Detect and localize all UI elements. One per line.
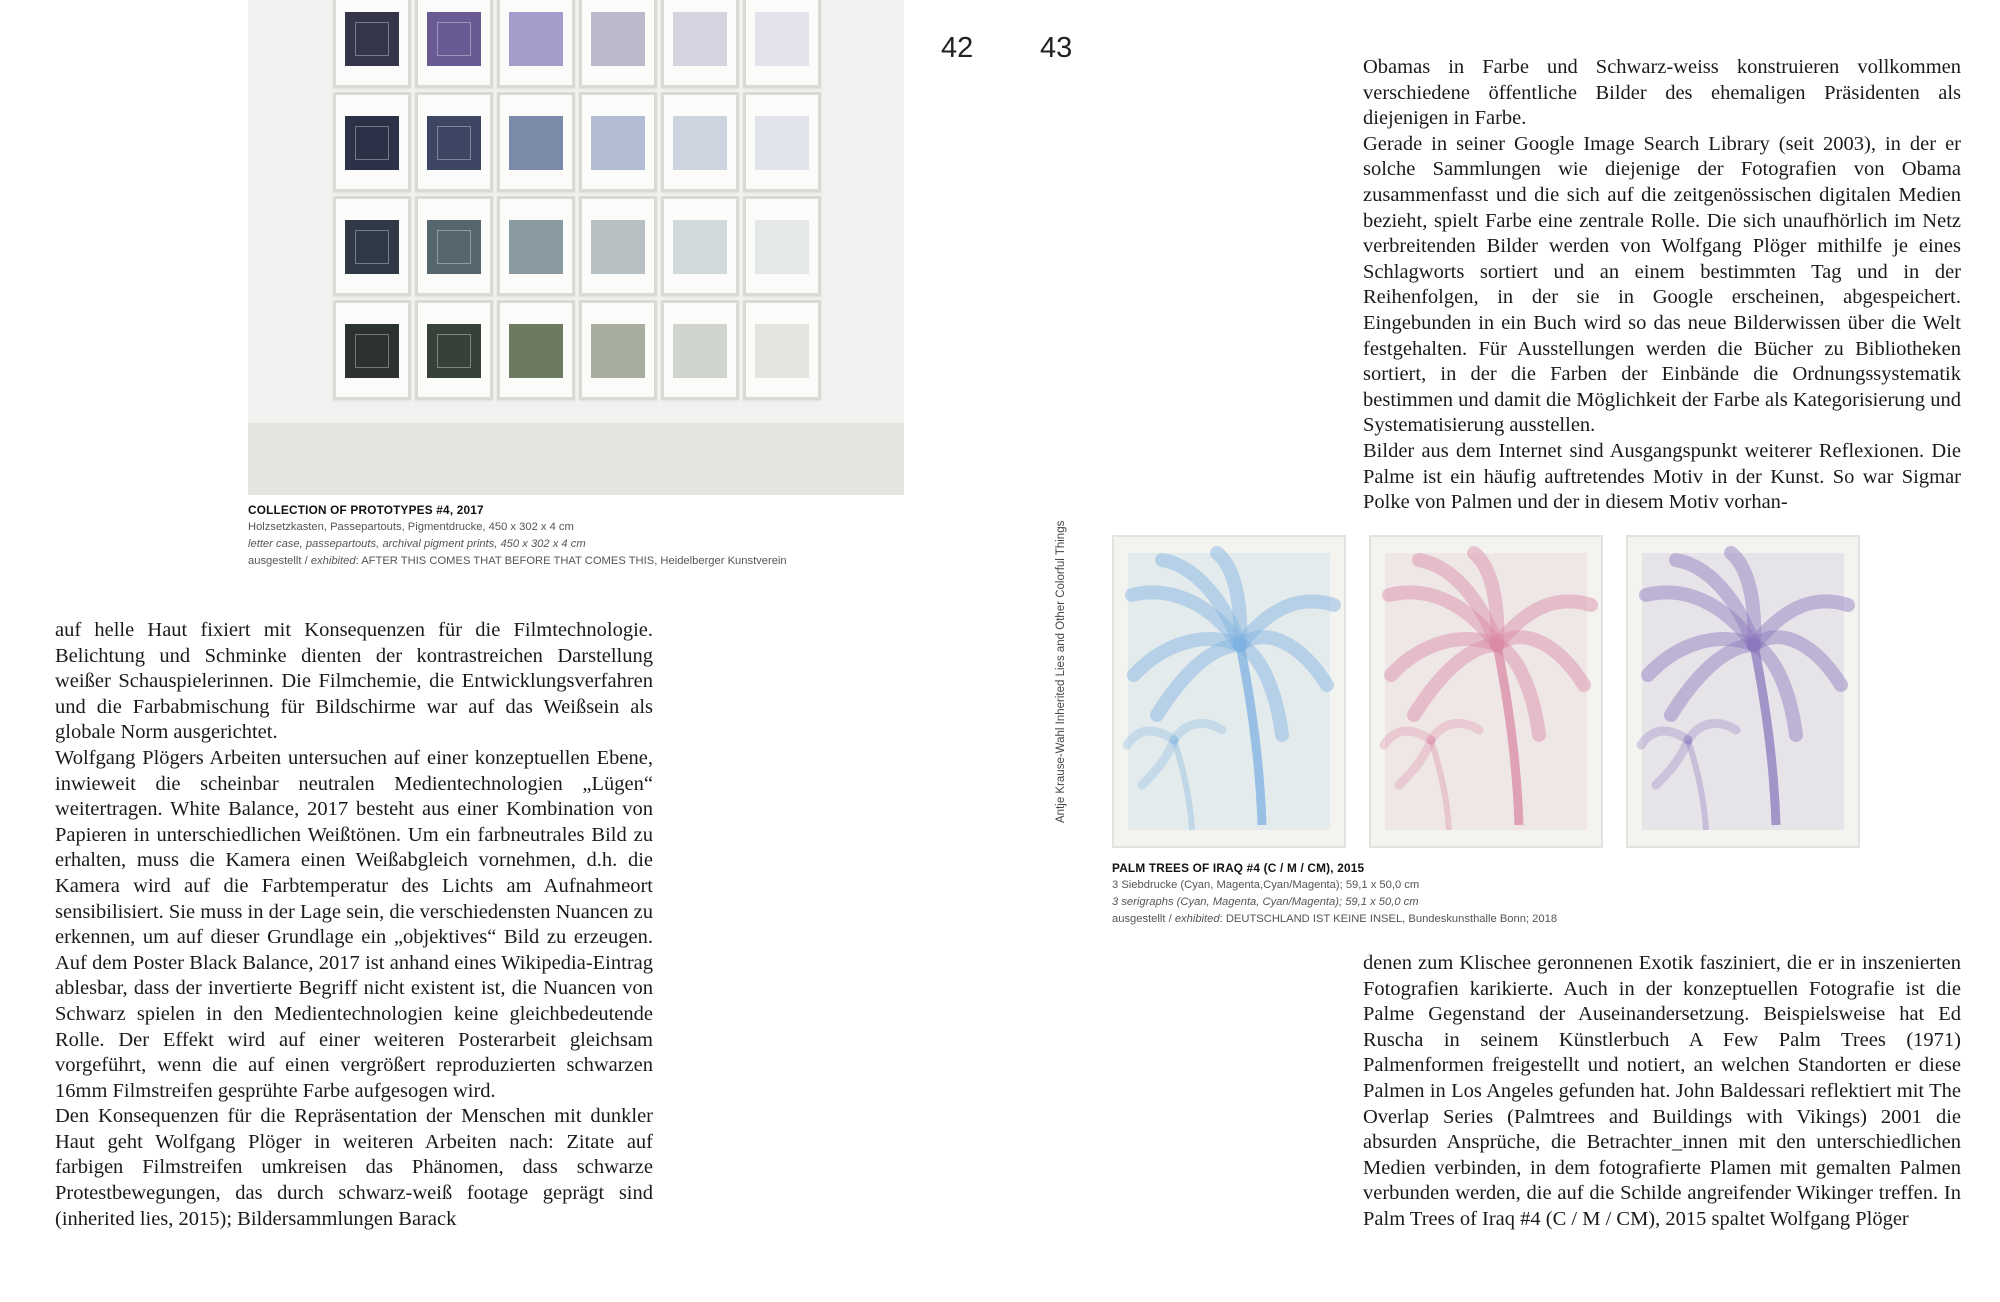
framed-print (415, 0, 493, 88)
exhibited-label-en: exhibited (310, 555, 356, 567)
framed-print (579, 92, 657, 192)
framed-print (579, 300, 657, 400)
palm-tree-graphic (1626, 535, 1860, 848)
figure2-caption-exhibited (1112, 911, 1812, 928)
framed-print (743, 0, 821, 88)
color-square (755, 12, 809, 66)
framed-print (333, 0, 411, 88)
page-number-left: 42 (941, 32, 974, 64)
color-square (673, 324, 727, 378)
exhibited-label-en: exhibited (1174, 913, 1220, 925)
framed-print (743, 196, 821, 296)
framed-print (579, 196, 657, 296)
exhibited-text: : DEUTSCHLAND IST KEINE INSEL, Bundeskunsthalle Bonn; 2018 (1219, 913, 1558, 925)
framed-print (333, 196, 411, 296)
color-square (591, 116, 645, 170)
inner-square-outline (437, 22, 471, 56)
figure1-caption-exhibited (248, 553, 948, 570)
color-square (673, 12, 727, 66)
color-square (591, 12, 645, 66)
inner-square-outline (355, 334, 389, 368)
page-number-right: 43 (1040, 32, 1073, 64)
figure1-caption-title: COLLECTION OF PROTOTYPES #4, 2017 (248, 503, 484, 517)
framed-print (579, 0, 657, 88)
exhibited-label: ausgestellt / (248, 555, 311, 567)
right-paragraph: Gerade in seiner Google Image Search Library (seit 2003), in der er solche Sammlungen wie diejenige der Fotografien von Obama zusammenfasst und die sich auf die zeitgenössischen digitalen Medien bezieht, spielt Farbe eine zentrale Rolle. Die sich unaufhörlich im Netz verbreitenden Bilder werden von Wolfgang Plöger mithilfe je eines Schlagworts sortiert und an einem bestimmten Tag und in der Reihenfolgen, in der sie in Google erscheinen, abgespeichert. Eingebunden in ein Buch wird so das neue Bilderwissen über die Welt festgehalten. Für Ausstellungen werden die Bücher zu Bibliotheken sortiert, in der die Farben der Einbände die Ordnungssystematik bestimmen und damit die Möglichkeit der Farbe als Kategorisierung und Systematisierung ausstellen. (1363, 132, 1961, 437)
gallery-floor (248, 423, 904, 495)
figure1-caption-de: Holzsetzkasten, Passepartouts, Pigmentdrucke, 450 x 302 x 4 cm (248, 521, 574, 533)
framed-print (497, 92, 575, 192)
running-head: Antje Krause-Wahl Inherited Lies and Other Colorful Things (1055, 520, 1067, 823)
exhibited-label: ausgestellt / (1112, 913, 1175, 925)
figure2-caption-title: PALM TREES OF IRAQ #4 (C / M / CM), 2015 (1112, 861, 1365, 875)
color-square (591, 324, 645, 378)
figure2-caption (1112, 860, 1812, 928)
color-square (673, 116, 727, 170)
palm-print (1369, 535, 1603, 848)
right-paragraph: Bilder aus dem Internet sind Ausgangspunkt weiterer Reflexionen. Die Palme ist ein häufig auftretendes Motiv in der Kunst. So war Sigmar Polke von Palmen und der in diesem Motiv vorhan- (1363, 439, 1961, 514)
left-paragraph: Den Konsequenzen für die Repräsentation der Menschen mit dunkler Haut geht Wolfgang Plöger in weiteren Arbeiten nach: Zitate auf farbigen Filmstreifen umkreisen das Phänomen, dass schwarze Protestbewegungen, das durch schwarz-weiß footage geprägt sind (inherited lies, 2015); Bildersammlungen Barack (55, 1105, 653, 1230)
figure2-caption-en: 3 serigraphs (Cyan, Magenta, Cyan/Magenta); 59,1 x 50,0 cm (1112, 896, 1419, 908)
figure2-caption-de: 3 Siebdrucke (Cyan, Magenta,Cyan/Magenta); 59,1 x 50,0 cm (1112, 879, 1420, 891)
framed-print (743, 92, 821, 192)
left-text-column (55, 618, 653, 1232)
inner-square-outline (355, 22, 389, 56)
framed-print (661, 196, 739, 296)
color-square (509, 12, 563, 66)
figure-collection-of-prototypes-photo (248, 0, 904, 495)
left-paragraph: Wolfgang Plögers Arbeiten untersuchen auf einer konzeptuellen Ebene, inwieweit die scheinbar neutralen Medientechnologien „Lügen“ weitertragen. White Balance, 2017 besteht aus einer Kombination von Papieren in unterschiedlichen Weißtönen. Um ein farbneutrales Bild zu erhalten, muss die Kamera einen Weißabgleich vornehmen, d.h. die Kamera wird auf die Farbtemperatur des Lichts am Aufnahmeort sensibilisiert. Sie muss in der Lage sein, die verschiedensten Nuancen zu erkennen, um auf dieser Grundlage ein „objektives“ Bild zu erzeugen. Auf dem Poster Black Balance, 2017 ist anhand eines Wikipedia-Eintrag ablesbar, dass der invertierte Begriff nicht existent ist, die Nuancen von Schwarz spielen in den Medientechnologien keine gleichbedeutende Rolle. Der Effekt wird auf einer weiteren Posterarbeit gleichsam vorgeführt, wenn die auf einen vergrößert reproduzierten schwarzen 16mm Filmstreifen gesprühte Farbe aufgesogen wird. (55, 746, 653, 1102)
framed-print (415, 300, 493, 400)
inner-square-outline (437, 334, 471, 368)
right-paragraph: denen zum Klischee geronnenen Exotik fasziniert, die er in inszenierten Fotografien karikierte. Auch in der konzeptuellen Fotografie ist die Palme Gegenstand der Auseinandersetzung. Beispielsweise hat Ed Ruscha in seinem Künstlerbuch A Few Palm Trees (1971) Palmenformen freigestellt und notiert, an welchen Standorten er diese Palmen in Los Angeles gefunden hat. John Baldessari reflektiert mit The Overlap Series (Palmtrees and Buildings with Vikings) 2001 die absurden Ansprüche, die Betrachter_innen mit den unterschiedlichen Medien verbinden, in dem fotografierte Plamen mit gemalten Palmen verbunden werden, die auf die Schilde angreifender Wikinger treffen. In Palm Trees of Iraq #4 (C / M / CM), 2015 spaltet Wolfgang Plöger (1363, 952, 1961, 1230)
framed-print (497, 196, 575, 296)
framed-print (661, 0, 739, 88)
right-paragraph: Obamas in Farbe und Schwarz-weiss konstruieren vollkommen verschiedene öffentliche Bilder des ehemaligen Präsidenten als diejenigen in Farbe. (1363, 56, 1961, 130)
framed-print (661, 92, 739, 192)
color-square (509, 324, 563, 378)
inner-square-outline (355, 126, 389, 160)
right-text-column-bottom (1363, 951, 1961, 1233)
framed-print (415, 196, 493, 296)
palm-print (1626, 535, 1860, 848)
palm-tree-graphic (1112, 535, 1346, 848)
framed-print (661, 300, 739, 400)
figure1-caption (248, 502, 948, 570)
color-square (509, 220, 563, 274)
color-square (755, 116, 809, 170)
left-paragraph: auf helle Haut fixiert mit Konsequenzen für die Filmtechnologie. Belichtung und Schminke dienten der kontrastreichen Darstellung weißer Schauspielerinnen. Die Filmchemie, die Entwicklungsverfahren und die Farbabmischung für Bildschirme war auf das Weißsein als globale Norm ausgerichtet. (55, 619, 653, 744)
framed-print (743, 300, 821, 400)
exhibited-text: : AFTER THIS COMES THAT BEFORE THAT COMES THIS, Heidelberger Kunstverein (355, 555, 787, 567)
palm-print (1112, 535, 1346, 848)
inner-square-outline (437, 230, 471, 264)
inner-square-outline (437, 126, 471, 160)
framed-print (497, 300, 575, 400)
palm-tree-graphic (1369, 535, 1603, 848)
color-square (673, 220, 727, 274)
color-square (755, 324, 809, 378)
framed-print (333, 92, 411, 192)
inner-square-outline (355, 230, 389, 264)
right-text-column-top (1363, 55, 1961, 516)
figure1-caption-en: letter case, passepartouts, archival pigment prints, 450 x 302 x 4 cm (248, 538, 586, 550)
figure-palm-trees-prints (1112, 535, 1862, 850)
framed-print (415, 92, 493, 192)
framed-print (333, 300, 411, 400)
framed-print (497, 0, 575, 88)
color-square (755, 220, 809, 274)
color-square (509, 116, 563, 170)
color-square (591, 220, 645, 274)
